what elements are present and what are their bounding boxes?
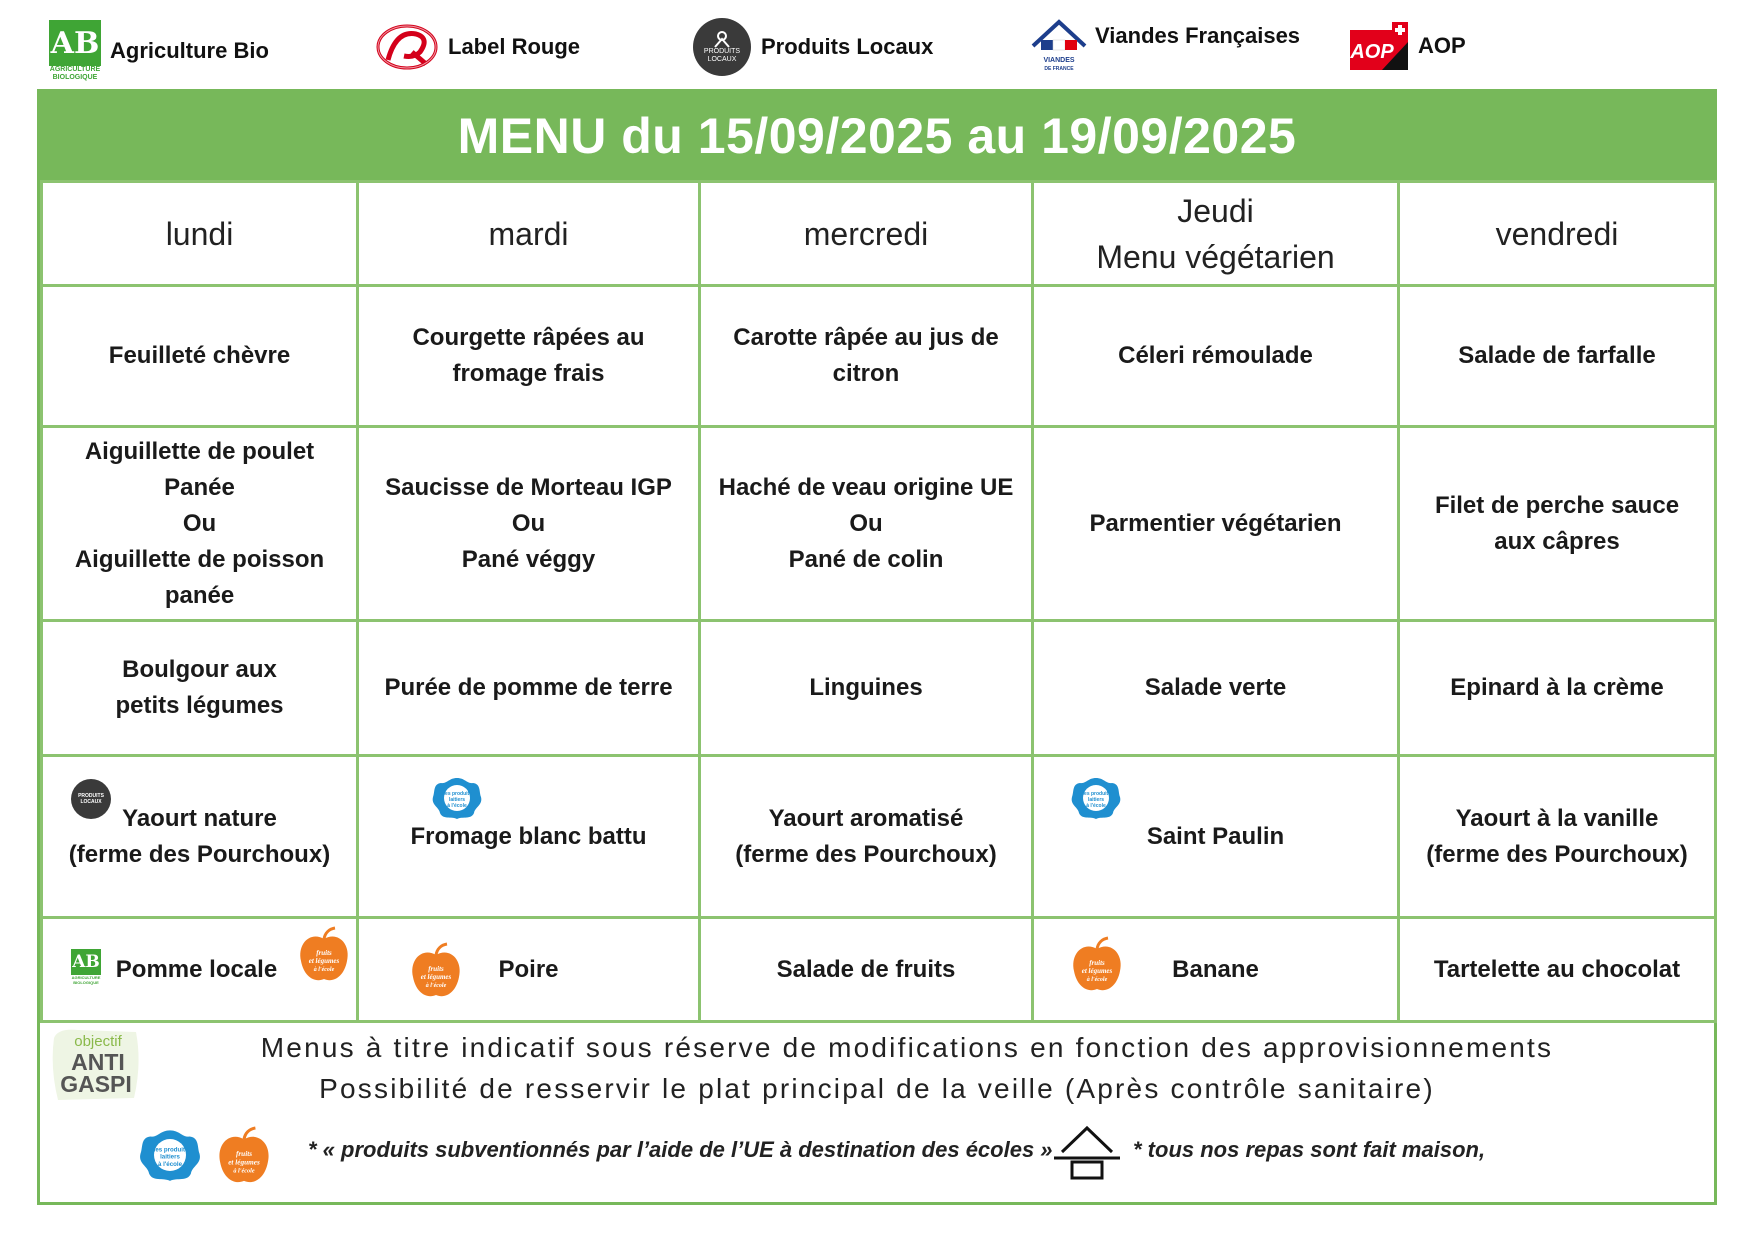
label-rouge-icon	[374, 22, 440, 72]
svg-text:à l'école: à l'école	[158, 1161, 182, 1169]
dairy-vendredi: Yaourt à la vanille (ferme des Pourchoux)	[1399, 756, 1716, 918]
svg-text:à l'école: à l'école	[313, 967, 335, 973]
legend-produits-locaux	[693, 18, 933, 76]
svg-text:et légumes: et légumes	[228, 1158, 260, 1167]
main-vendredi: Filet de perche sauce aux câpres	[1399, 427, 1716, 621]
disclaimer-supply: Menus à titre indicatif sous réserve de modifications en fonction des approvisionnements	[260, 1032, 1554, 1063]
side-lundi: Boulgour aux petits légumes	[42, 621, 358, 756]
homemade-house-icon	[1052, 1122, 1122, 1187]
dessert-mercredi: Salade de fruits	[700, 918, 1033, 1022]
svg-text:AOP: AOP	[1350, 41, 1394, 63]
starter-mercredi: Carotte râpée au jus de citron	[700, 286, 1033, 427]
agriculture-bio-icon: AB AGRICULTURE BIOLOGIQUE	[48, 20, 102, 82]
school-fruit-scheme-icon	[1070, 935, 1124, 1006]
svg-text:à l'école: à l'école	[233, 1167, 255, 1175]
vegetarian-menu-label: Menu végétarien	[1096, 238, 1335, 275]
day-header-row	[42, 182, 1716, 286]
menu-title: MENU du 15/09/2025 au 19/09/2025	[40, 92, 1714, 180]
dairy-row	[42, 756, 1716, 918]
starter-vendredi: Salade de farfalle	[1399, 286, 1716, 427]
school-dairy-scheme-icon	[1070, 775, 1122, 832]
eu-subsidy-note: * « produits subventionnés par l’aide de l’UE à destination des écoles »	[308, 1137, 1053, 1162]
anti-gaspi-label-top: objectif	[74, 1033, 122, 1050]
menu-table	[40, 180, 1717, 1023]
svg-text:fruits: fruits	[1089, 959, 1105, 967]
dairy-lundi: PRODUITS LOCAUX Yaourt nature (ferme des Pourchoux)	[42, 756, 358, 918]
svg-text:des produits: des produits	[1080, 791, 1112, 797]
school-fruit-scheme-icon	[409, 941, 463, 1012]
main-lundi: Aiguillette de poulet Panée Ou Aiguillette de poisson panée	[42, 427, 358, 621]
school-fruit-scheme-icon	[216, 1124, 272, 1193]
legend-label: Produits Locaux	[761, 34, 934, 59]
svg-text:des produits: des produits	[151, 1146, 189, 1154]
svg-text:fruits: fruits	[428, 965, 444, 973]
school-dairy-scheme-icon	[138, 1126, 202, 1189]
disclaimer-second-helping: Possibilité de resservir le plat principal de la veille (Après contrôle sanitaire)	[319, 1073, 1435, 1104]
svg-text:laitiers: laitiers	[160, 1153, 180, 1161]
svg-text:et légumes: et légumes	[1081, 967, 1113, 975]
dessert-row	[42, 918, 1716, 1022]
weekly-menu	[37, 89, 1717, 1205]
day-header-mercredi: mercredi	[700, 182, 1033, 286]
main-mercredi: Haché de veau origine UE Ou Pané de colin	[700, 427, 1033, 621]
starter-row	[42, 286, 1716, 427]
svg-text:à l'école: à l'école	[1086, 977, 1108, 983]
main-jeudi: Parmentier végétarien	[1033, 427, 1399, 621]
day-header-jeudi: Jeudi Menu végétarien	[1033, 182, 1399, 286]
dairy-jeudi: des produits laitiers à l'école Saint Paulin	[1033, 756, 1399, 918]
anti-gaspi-label: ANTI	[71, 1049, 125, 1075]
legend-viandes-francaises	[1027, 16, 1300, 78]
side-jeudi: Salade verte	[1033, 621, 1399, 756]
svg-text:des produits: des produits	[441, 791, 473, 797]
main-course-row	[42, 427, 1716, 621]
svg-text:à l'école: à l'école	[1086, 803, 1106, 809]
svg-text:et légumes: et légumes	[420, 973, 452, 981]
legend-label-rouge	[374, 22, 580, 72]
label-legend	[0, 0, 1754, 90]
svg-text:DE FRANCE: DE FRANCE	[1044, 66, 1074, 72]
viandes-francaises-icon	[1027, 16, 1091, 78]
day-header-lundi: lundi	[42, 182, 358, 286]
legend-label: Label Rouge	[448, 34, 581, 59]
legend-label: Viandes Françaises	[1095, 23, 1301, 48]
svg-text:fruits: fruits	[316, 949, 332, 957]
svg-text:à l'école: à l'école	[425, 983, 447, 989]
menu-footer	[40, 1020, 1714, 1202]
homemade-note: * tous nos repas sont fait maison,	[1133, 1137, 1486, 1162]
dessert-mardi: fruits et légumes à l'école Poire	[358, 918, 700, 1022]
legend-agriculture-bio	[48, 20, 269, 82]
svg-text:VIANDES: VIANDES	[1043, 57, 1075, 64]
legend-aop	[1348, 20, 1466, 72]
dessert-lundi: AB AGRICULTURE BIOLOGIQUE Pomme locale fruits et légumes à l'école	[42, 918, 358, 1022]
svg-text:laitiers: laitiers	[1087, 797, 1105, 803]
agriculture-bio-icon: AB AGRICULTURE BIOLOGIQUE	[71, 949, 101, 985]
side-mardi: Purée de pomme de terre	[358, 621, 700, 756]
starter-lundi: Feuilleté chèvre	[42, 286, 358, 427]
legend-label: AOP	[1418, 33, 1466, 58]
svg-text:et légumes: et légumes	[308, 957, 340, 965]
dessert-vendredi: Tartelette au chocolat	[1399, 918, 1716, 1022]
day-header-mardi: mardi	[358, 182, 700, 286]
starter-mardi: Courgette râpées au fromage frais	[358, 286, 700, 427]
anti-gaspi-label-2: GASPI	[60, 1071, 132, 1097]
produits-locaux-icon: PRODUITS LOCAUX	[71, 779, 111, 819]
dessert-jeudi: fruits et légumes à l'école Banane	[1033, 918, 1399, 1022]
dairy-mardi: des produits laitiers à l'école Fromage blanc battu	[358, 756, 700, 918]
svg-text:à l'école: à l'école	[447, 803, 467, 809]
starter-jeudi: Céleri rémoulade	[1033, 286, 1399, 427]
legend-label: Agriculture Bio	[110, 38, 269, 63]
school-dairy-scheme-icon	[431, 775, 483, 832]
svg-text:laitiers: laitiers	[448, 797, 466, 803]
dairy-mercredi: Yaourt aromatisé (ferme des Pourchoux)	[700, 756, 1033, 918]
produits-locaux-icon: PRODUITS LOCAUX	[693, 18, 751, 76]
side-dish-row	[42, 621, 1716, 756]
day-header-vendredi: vendredi	[1399, 182, 1716, 286]
side-vendredi: Epinard à la crème	[1399, 621, 1716, 756]
main-mardi: Saucisse de Morteau IGP Ou Pané véggy	[358, 427, 700, 621]
school-fruit-scheme-icon	[297, 925, 351, 996]
side-mercredi: Linguines	[700, 621, 1033, 756]
svg-text:fruits: fruits	[235, 1150, 253, 1158]
aop-icon	[1348, 20, 1410, 72]
